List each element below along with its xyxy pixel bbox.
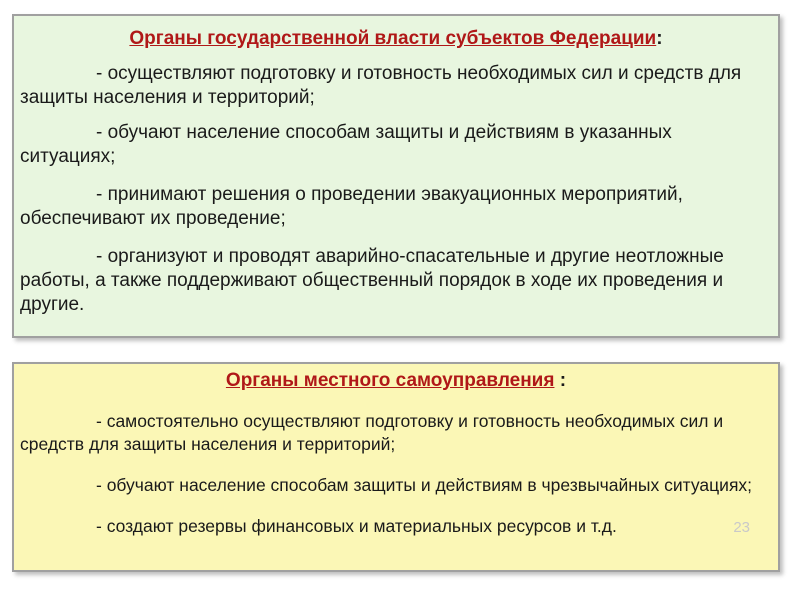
local-item: - создают резервы финансовых и материальных ресурсов и т.д. <box>96 516 617 536</box>
slide-number: 23 <box>733 519 750 536</box>
federal-authorities-title <box>14 28 778 50</box>
federal-authorities-box <box>12 14 780 338</box>
federal-item: - обучают население способам защиты и действиям в указанных ситуациях; <box>20 122 672 167</box>
local-government-box <box>12 362 780 572</box>
local-government-title-text: Органы местного самоуправления <box>225 370 555 391</box>
local-item: - обучают население способам защиты и действиям в чрезвычайных ситуациях; <box>96 475 753 495</box>
federal-authorities-title-colon: : <box>656 28 663 49</box>
federal-item: - принимают решения о проведении эвакуационных мероприятий, обеспечивают их проведение; <box>20 184 683 229</box>
local-government-title <box>14 370 778 392</box>
local-government-title-colon: : <box>554 370 567 391</box>
federal-item: - организуют и проводят аварийно-спасательные и другие неотложные работы, а также поддерживают общественный порядок в ходе их проведения и другие. <box>20 246 724 315</box>
federal-item: - осуществляют подготовку и готовность необходимых сил и средств для защиты населения и территорий; <box>20 63 742 108</box>
local-item: - самостоятельно осуществляют подготовку и готовность необходимых сил и средств для защиты населения и территорий; <box>20 411 724 454</box>
federal-authorities-title-text: Органы государственной власти субъектов Федерации <box>129 28 657 49</box>
